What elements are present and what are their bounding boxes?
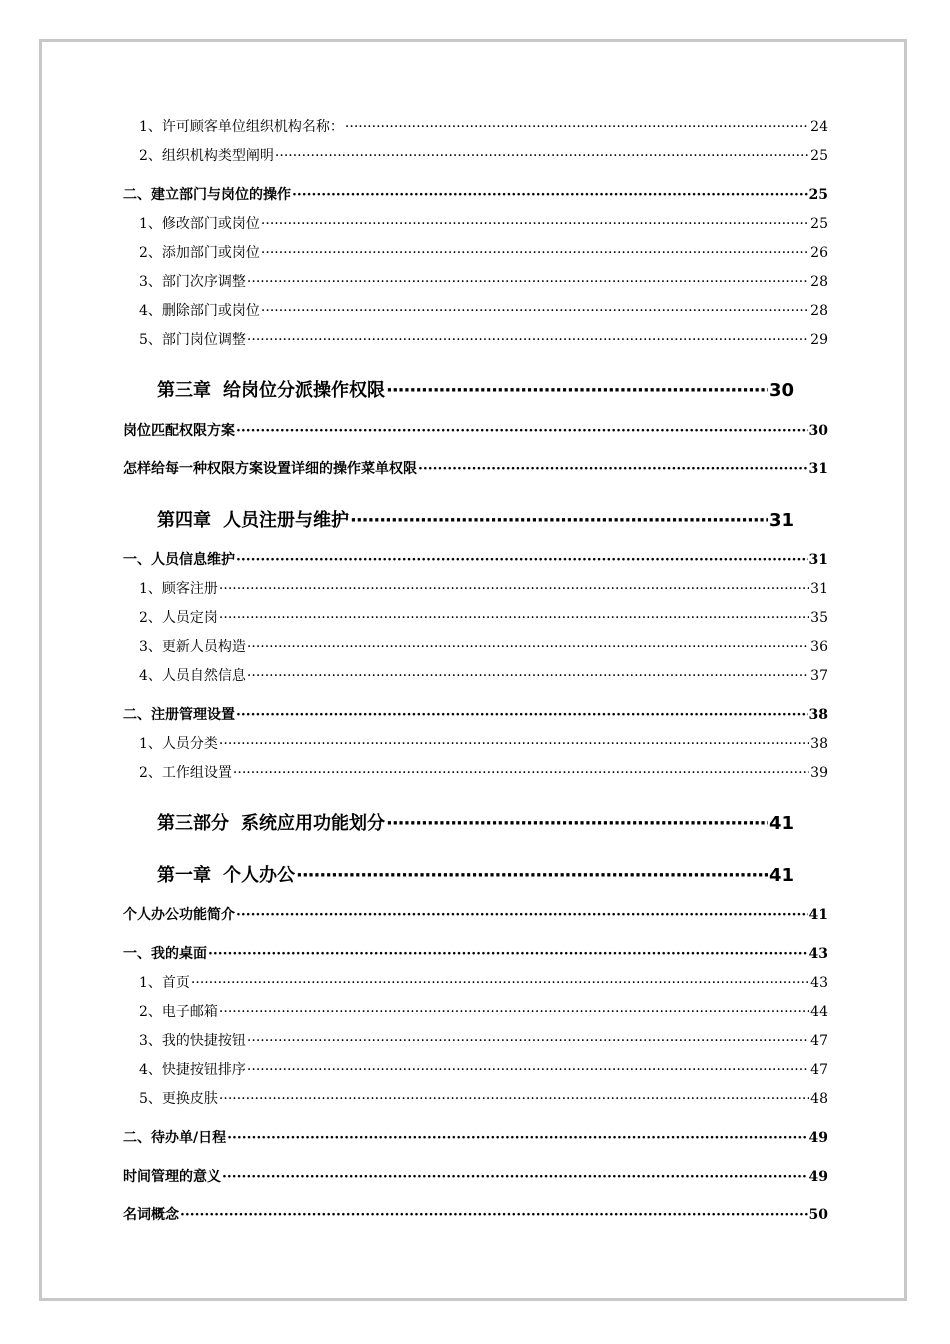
toc-entry-title <box>157 376 385 402</box>
toc-chapter-title: 给岗位分派操作权限 <box>223 380 385 401</box>
toc-dot-leader <box>247 332 809 348</box>
toc-dot-leader <box>418 461 808 477</box>
toc-dot-leader <box>296 865 768 886</box>
toc-page-number: 29 <box>810 332 828 348</box>
toc-entry-title: 时间管理的意义 <box>123 1169 221 1185</box>
toc-entry-title: 一、我的桌面 <box>123 946 207 962</box>
toc-page-number: 50 <box>808 1207 828 1223</box>
toc-dot-leader <box>233 765 809 781</box>
toc-entry-title: 2、添加部门或岗位 <box>139 245 260 261</box>
toc-entry-title: 5、部门岗位调整 <box>139 332 246 348</box>
toc-dot-leader <box>236 907 808 923</box>
toc-page-number: 30 <box>768 380 794 401</box>
toc-entry[interactable] <box>123 1204 828 1224</box>
toc-page-number: 31 <box>808 552 828 568</box>
toc-entry[interactable] <box>123 184 828 204</box>
toc-dot-leader <box>261 216 809 232</box>
toc-entry-title: 1、人员分类 <box>139 736 218 752</box>
toc-chapter-title: 人员注册与维护 <box>223 510 349 531</box>
toc-entry-title: 1、修改部门或岗位 <box>139 216 260 232</box>
toc-dot-leader <box>208 946 808 962</box>
toc-entry-title: 1、首页 <box>139 975 190 991</box>
toc-dot-leader <box>247 668 809 684</box>
toc-entry[interactable] <box>123 943 828 963</box>
toc-dot-leader <box>275 148 809 164</box>
toc-entry[interactable] <box>157 506 794 532</box>
toc-page-number: 25 <box>810 148 828 164</box>
toc-entry[interactable] <box>139 1001 828 1021</box>
toc-dot-leader <box>219 1004 809 1020</box>
toc-entry[interactable] <box>123 704 828 724</box>
toc-entry-title: 3、更新人员构造 <box>139 639 246 655</box>
toc-entry-title: 二、建立部门与岗位的操作 <box>123 187 291 203</box>
toc-entry-title: 1、顾客注册 <box>139 581 218 597</box>
toc-page-number: 31 <box>768 510 794 531</box>
toc-page-number: 43 <box>810 975 828 991</box>
toc-entry-title: 二、注册管理设置 <box>123 707 235 723</box>
toc-dot-leader <box>345 119 809 135</box>
toc-page-number: 41 <box>768 813 794 834</box>
toc-page-number: 26 <box>810 245 828 261</box>
toc-entry[interactable] <box>139 1088 828 1108</box>
toc-entry-title: 二、待办单/日程 <box>123 1130 227 1146</box>
toc-entry-title: 5、更换皮肤 <box>139 1091 218 1107</box>
toc-dot-leader <box>219 1091 809 1107</box>
toc-entry[interactable] <box>139 762 828 782</box>
toc-entry-title: 名词概念 <box>123 1207 179 1223</box>
toc-dot-leader <box>236 707 808 723</box>
toc-entry-title: 2、工作组设置 <box>139 765 232 781</box>
toc-page-number: 25 <box>808 187 828 203</box>
toc-entry[interactable] <box>139 242 828 262</box>
toc-dot-leader <box>261 303 809 319</box>
toc-chapter-title: 系统应用功能划分 <box>241 813 385 834</box>
toc-entry-title: 3、部门次序调整 <box>139 274 246 290</box>
toc-entry[interactable] <box>139 329 828 349</box>
toc-entry[interactable] <box>123 420 828 440</box>
toc-entry[interactable] <box>157 861 794 887</box>
toc-entry[interactable] <box>123 1127 828 1147</box>
toc-entry[interactable] <box>139 665 828 685</box>
toc-entry-title: 1、许可顾客单位组织机构名称： <box>139 119 344 135</box>
toc-page-number: 49 <box>808 1130 828 1146</box>
toc-dot-leader <box>236 423 808 439</box>
toc-entry[interactable] <box>157 809 794 835</box>
toc-entry[interactable] <box>123 458 828 478</box>
toc-entry-title: 一、人员信息维护 <box>123 552 235 568</box>
toc-entry[interactable] <box>139 607 828 627</box>
toc-dot-leader <box>227 1130 807 1146</box>
toc-page-number: 35 <box>810 610 828 626</box>
toc-entry-title: 2、电子邮箱 <box>139 1004 218 1020</box>
toc-dot-leader <box>247 274 809 290</box>
toc-entry[interactable] <box>139 1030 828 1050</box>
toc-page-number: 47 <box>810 1033 828 1049</box>
toc-entry[interactable] <box>123 549 828 569</box>
toc-page-number: 39 <box>810 765 828 781</box>
toc-dot-leader <box>219 610 809 626</box>
toc-page-number: 48 <box>810 1091 828 1107</box>
toc-entry-title: 4、快捷按钮排序 <box>139 1062 246 1078</box>
toc-chapter-label: 第三章 <box>157 380 211 401</box>
toc-dot-leader <box>222 1169 808 1185</box>
toc-entry-title <box>157 506 349 532</box>
toc-dot-leader <box>247 1033 809 1049</box>
toc-entry-title: 3、我的快捷按钮 <box>139 1033 246 1049</box>
toc-dot-leader <box>191 975 809 991</box>
toc-entry[interactable] <box>139 213 828 233</box>
toc-chapter-label: 第一章 <box>157 865 211 886</box>
toc-entry-title <box>157 809 385 835</box>
toc-entry[interactable] <box>139 972 828 992</box>
toc-page-number: 36 <box>810 639 828 655</box>
toc-dot-leader <box>292 187 808 203</box>
toc-entry[interactable] <box>139 271 828 291</box>
toc-entry[interactable] <box>139 116 828 136</box>
toc-page-number: 47 <box>810 1062 828 1078</box>
toc-entry-title: 4、删除部门或岗位 <box>139 303 260 319</box>
toc-page-number: 38 <box>810 736 828 752</box>
toc-page-number: 44 <box>810 1004 828 1020</box>
toc-entry-title: 怎样给每一种权限方案设置详细的操作菜单权限 <box>123 461 417 477</box>
toc-entry-title: 4、人员自然信息 <box>139 668 246 684</box>
toc-page-number: 43 <box>808 946 828 962</box>
toc-dot-leader <box>219 736 809 752</box>
toc-page-number: 38 <box>808 707 828 723</box>
toc-dot-leader <box>180 1207 808 1223</box>
toc-page-number: 24 <box>810 119 828 135</box>
toc-entry[interactable] <box>139 1059 828 1079</box>
toc-page-number: 31 <box>810 581 828 597</box>
toc-entry[interactable] <box>123 904 828 924</box>
toc-page-number: 37 <box>810 668 828 684</box>
toc-entry-title: 岗位匹配权限方案 <box>123 423 235 439</box>
toc-entry[interactable] <box>157 376 794 402</box>
toc-page-number: 41 <box>808 907 828 923</box>
toc-entry-title <box>157 861 295 887</box>
toc-entry[interactable] <box>139 145 828 165</box>
toc-dot-leader <box>219 581 809 597</box>
toc-dot-leader <box>261 245 809 261</box>
toc-dot-leader <box>236 552 808 568</box>
toc-entry-title: 2、人员定岗 <box>139 610 218 626</box>
toc-entry[interactable] <box>139 578 828 598</box>
toc-dot-leader <box>247 1062 809 1078</box>
toc-chapter-label: 第三部分 <box>157 813 229 834</box>
toc-page-number: 28 <box>810 274 828 290</box>
toc-page-number: 31 <box>808 461 828 477</box>
toc-entry[interactable] <box>139 733 828 753</box>
toc-entry-title: 个人办公功能简介 <box>123 907 235 923</box>
toc-page-number: 28 <box>810 303 828 319</box>
toc-page-number: 25 <box>810 216 828 232</box>
toc-entry-title: 2、组织机构类型阐明 <box>139 148 274 164</box>
toc-entry[interactable] <box>123 1166 828 1186</box>
toc-entry[interactable] <box>139 300 828 320</box>
toc-dot-leader <box>386 380 768 401</box>
toc-chapter-label: 第四章 <box>157 510 211 531</box>
toc-dot-leader <box>350 510 768 531</box>
toc-page-number: 30 <box>808 423 828 439</box>
toc-entry[interactable] <box>139 636 828 656</box>
toc-dot-leader <box>386 813 768 834</box>
toc-page-number: 49 <box>808 1169 828 1185</box>
toc-dot-leader <box>247 639 809 655</box>
toc-chapter-title: 个人办公 <box>223 865 295 886</box>
toc-page-number: 41 <box>768 865 794 886</box>
